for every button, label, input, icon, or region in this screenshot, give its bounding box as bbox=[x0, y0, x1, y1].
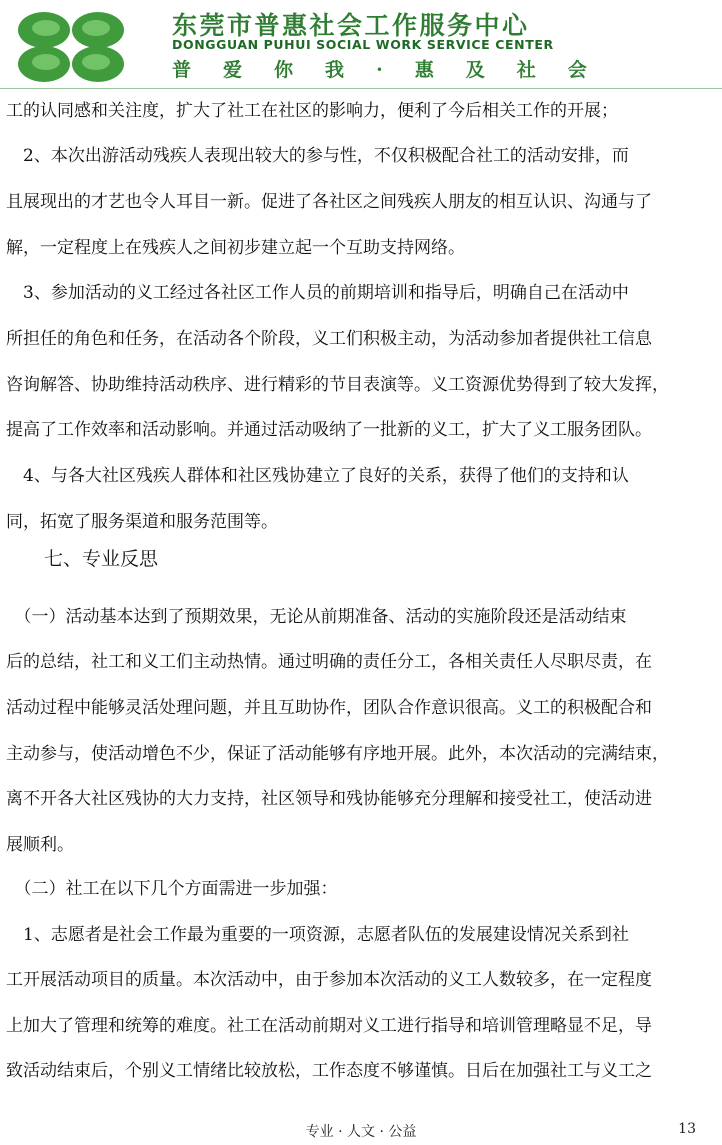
body-line: 咨询解答、协助维持活动秩序、进行精彩的节目表演等。义工资源优势得到了较大发挥， bbox=[6, 375, 669, 395]
body-line: 提高了工作效率和活动影响。并通过活动吸纳了一批新的义工，扩大了义工服务团队。 bbox=[6, 420, 652, 440]
body-line: 3、参加活动的义工经过各社区工作人员的前期培训和指导后，明确自己在活动中 bbox=[6, 283, 629, 303]
clover-logo-icon bbox=[6, 6, 136, 88]
org-name-cn: 东莞市普惠社会工作服务中心 bbox=[172, 11, 530, 40]
header-divider bbox=[0, 88, 722, 89]
subsection-heading: （二）社工在以下几个方面需进一步加强： bbox=[6, 879, 338, 899]
page-header bbox=[0, 0, 722, 90]
body-line: 活动过程中能够灵活处理问题，并且互助协作，团队合作意识很高。义工的积极配合和 bbox=[6, 698, 652, 718]
body-line: （一）活动基本达到了预期效果，无论从前期准备、活动的实施阶段还是活动结束 bbox=[6, 607, 627, 627]
body-line: 后的总结，社工和义工们主动热情。通过明确的责任分工，各相关责任人尽职尽责，在 bbox=[6, 652, 652, 672]
body-line: 1、志愿者是社会工作最为重要的一项资源，志愿者队伍的发展建设情况关系到社 bbox=[6, 925, 629, 945]
body-line: 上加大了管理和统筹的难度。社工在活动前期对义工进行指导和培训管理略显不足，导 bbox=[6, 1016, 652, 1036]
org-name-en: DONGGUAN PUHUI SOCIAL WORK SERVICE CENTER bbox=[172, 37, 554, 52]
body-line: 4、与各大社区残疾人群体和社区残协建立了良好的关系，获得了他们的支持和认 bbox=[6, 466, 629, 486]
section-heading: 七、专业反思 bbox=[6, 548, 159, 570]
body-line: 工的认同感和关注度，扩大了社工在社区的影响力，便利了今后相关工作的开展； bbox=[6, 101, 618, 121]
body-line: 2、本次出游活动残疾人表现出较大的参与性，不仅积极配合社工的活动安排，而 bbox=[6, 146, 629, 166]
footer-tagline: 专业 · 人文 · 公益 bbox=[305, 1124, 417, 1140]
body-line: 解，一定程度上在残疾人之间初步建立起一个互助支持网络。 bbox=[6, 238, 465, 258]
body-line: 同，拓宽了服务渠道和服务范围等。 bbox=[6, 512, 278, 532]
body-line: 所担任的角色和任务，在活动各个阶段，义工们积极主动，为活动参加者提供社工信息 bbox=[6, 329, 652, 349]
body-line: 展顺利。 bbox=[6, 835, 74, 855]
body-line: 离不开各大社区残协的大力支持，社区领导和残协能够充分理解和接受社工，使活动进 bbox=[6, 789, 652, 809]
body-line: 工开展活动项目的质量。本次活动中，由于参加本次活动的义工人数较多，在一定程度 bbox=[6, 970, 652, 990]
body-line: 主动参与，使活动增色不少，保证了活动能够有序地开展。此外，本次活动的完满结束， bbox=[6, 744, 669, 764]
slogan: 普 爱 你 我 · 惠 及 社 会 bbox=[172, 59, 587, 81]
body-line: 致活动结束后，个别义工情绪比较放松，工作态度不够谨慎。日后在加强社工与义工之 bbox=[6, 1061, 652, 1081]
page-number: 13 bbox=[678, 1121, 696, 1137]
body-line: 且展现出的才艺也令人耳目一新。促进了各社区之间残疾人朋友的相互认识、沟通与了 bbox=[6, 192, 652, 212]
